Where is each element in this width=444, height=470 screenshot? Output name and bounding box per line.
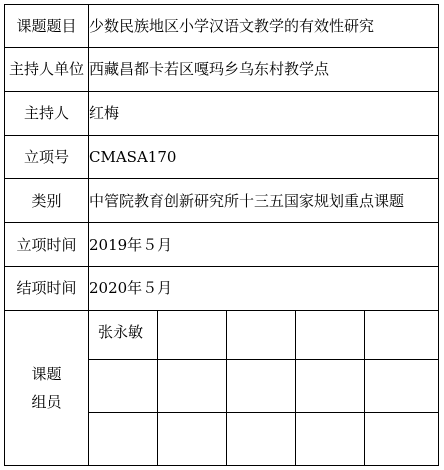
- member-cell: [296, 310, 365, 359]
- project-title-label: 课题题目: [5, 5, 89, 48]
- member-cell: [89, 412, 158, 465]
- member-cell: [365, 310, 439, 359]
- member-cell: [158, 412, 227, 465]
- project-info-table: [4, 4, 439, 466]
- category-value: 中管院教育创新研究所十三五国家规划重点课题: [89, 179, 439, 223]
- member-name: [365, 362, 374, 374]
- end-date-value: 2020年５月: [89, 267, 439, 311]
- project-title-value: 少数民族地区小学汉语文教学的有效性研究: [89, 5, 439, 48]
- member-cell: [227, 412, 296, 465]
- member-cell: [158, 359, 227, 412]
- row-project-title: [5, 5, 439, 48]
- start-date-label: 立项时间: [5, 223, 89, 267]
- host-unit-value: 西藏昌都卡若区嘎玛乡乌东村教学点: [89, 47, 439, 91]
- member-name: 张永敏: [98, 322, 144, 341]
- end-date-label: 结项时间: [5, 267, 89, 311]
- row-host-unit: [5, 47, 439, 91]
- group-members-label: [5, 310, 89, 465]
- member-name: [89, 415, 98, 427]
- member-cell: [296, 359, 365, 412]
- row-end-date: [5, 267, 439, 311]
- start-date-value: 2019年５月: [89, 223, 439, 267]
- member-cell: [89, 359, 158, 412]
- member-cell: [227, 310, 296, 359]
- host-label: 主持人: [5, 91, 89, 135]
- group-label-line2: 组员: [31, 392, 62, 411]
- row-category: [5, 179, 439, 223]
- member-name: [158, 415, 167, 427]
- host-unit-label: 主持人单位: [5, 47, 89, 91]
- member-cell: [89, 310, 158, 359]
- member-cell: [227, 359, 296, 412]
- member-cell: [365, 412, 439, 465]
- member-name: [296, 415, 305, 427]
- member-name: [89, 362, 98, 374]
- row-project-number: [5, 135, 439, 179]
- member-name: [296, 313, 305, 325]
- member-cell: [296, 412, 365, 465]
- row-start-date: [5, 223, 439, 267]
- member-name: [227, 362, 236, 374]
- member-name: [227, 415, 236, 427]
- member-name: [365, 415, 374, 427]
- host-value: 红梅: [89, 91, 439, 135]
- group-label-line1: 课题: [31, 364, 62, 383]
- member-name: [158, 362, 167, 374]
- row-members-1: [5, 310, 439, 359]
- project-number-label: 立项号: [5, 135, 89, 179]
- member-name: [296, 362, 305, 374]
- member-name: [227, 313, 236, 325]
- member-cell: [365, 359, 439, 412]
- category-label: 类别: [5, 179, 89, 223]
- member-name: [158, 313, 167, 325]
- project-number-value: CMASA170: [89, 135, 439, 179]
- member-name: [365, 313, 374, 325]
- row-host: [5, 91, 439, 135]
- member-cell: [158, 310, 227, 359]
